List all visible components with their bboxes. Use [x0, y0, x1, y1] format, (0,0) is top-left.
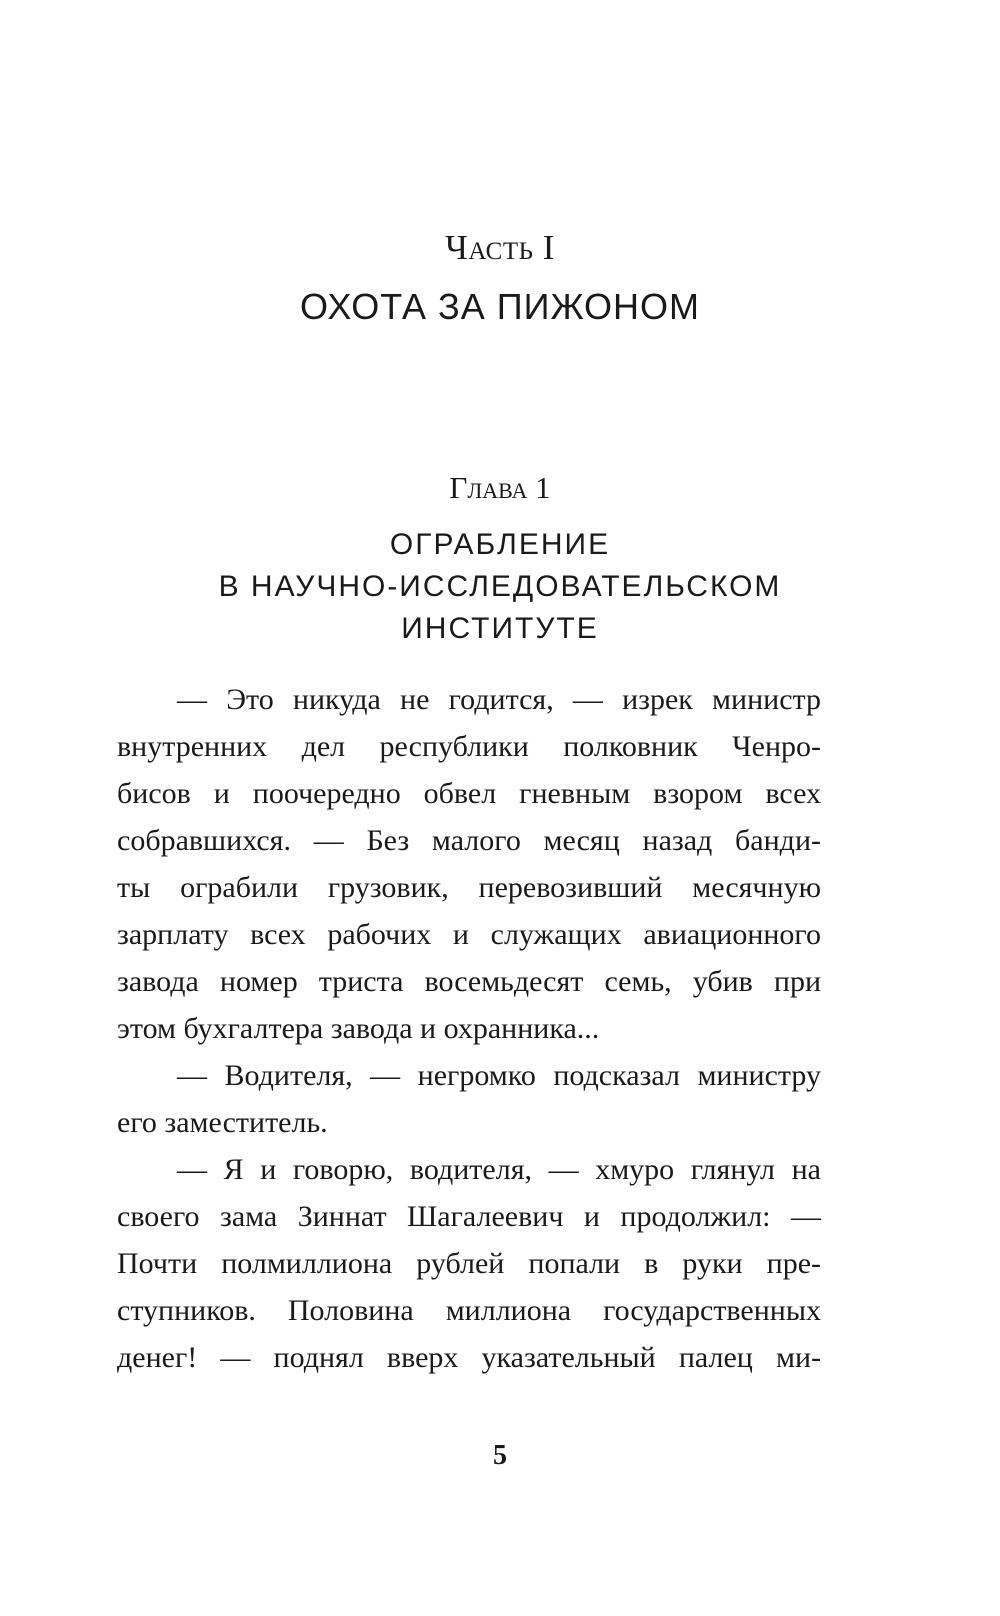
chapter-label: Глава 1 — [449, 470, 551, 505]
text-line: завода номер триста восемьдесят семь, убив при — [117, 965, 821, 998]
text-line: ступников. Половина миллиона государственных — [117, 1294, 821, 1327]
page-number: 5 — [493, 1440, 507, 1471]
text-line: внутренних дел республики полковник Ченро- — [117, 730, 821, 763]
text-line: его заместитель. — [117, 1106, 328, 1139]
text-line: этом бухгалтера завода и охранника... — [117, 1012, 600, 1045]
chapter-title-line: В НАУЧНО-ИССЛЕДОВАТЕЛЬСКОМ — [218, 570, 782, 603]
text-line: — Это никуда не годится, — изрек министр — [177, 683, 821, 716]
text-line: зарплату всех рабочих и служащих авиационного — [117, 918, 821, 951]
text-line: ты ограбили грузовик, перевозивший месячную — [117, 871, 821, 904]
text-line: бисов и поочередно обвел гневным взором всех — [117, 777, 821, 810]
text-line: Почти полмиллиона рублей попали в руки пре- — [117, 1247, 821, 1280]
text-line: — Водителя, — негромко подсказал министру — [177, 1059, 821, 1092]
chapter-body-text — [117, 676, 821, 1381]
chapter-title-line: ОГРАБЛЕНИЕ — [389, 528, 611, 561]
text-line: своего зама Зиннат Шагалеевич и продолжил: — — [117, 1200, 821, 1233]
text-line: денег! — поднял вверх указательный палец ми- — [117, 1341, 821, 1374]
part-label: Часть I — [445, 228, 555, 267]
text-line: — Я и говорю, водителя, — хмуро глянул на — [177, 1153, 821, 1186]
chapter-title — [0, 524, 1000, 650]
part-title: ОХОТА ЗА ПИЖОНОМ — [300, 286, 700, 327]
text-line: собравшихся. — Без малого месяц назад банди- — [117, 824, 821, 857]
chapter-title-line: ИНСТИТУТЕ — [401, 612, 599, 645]
